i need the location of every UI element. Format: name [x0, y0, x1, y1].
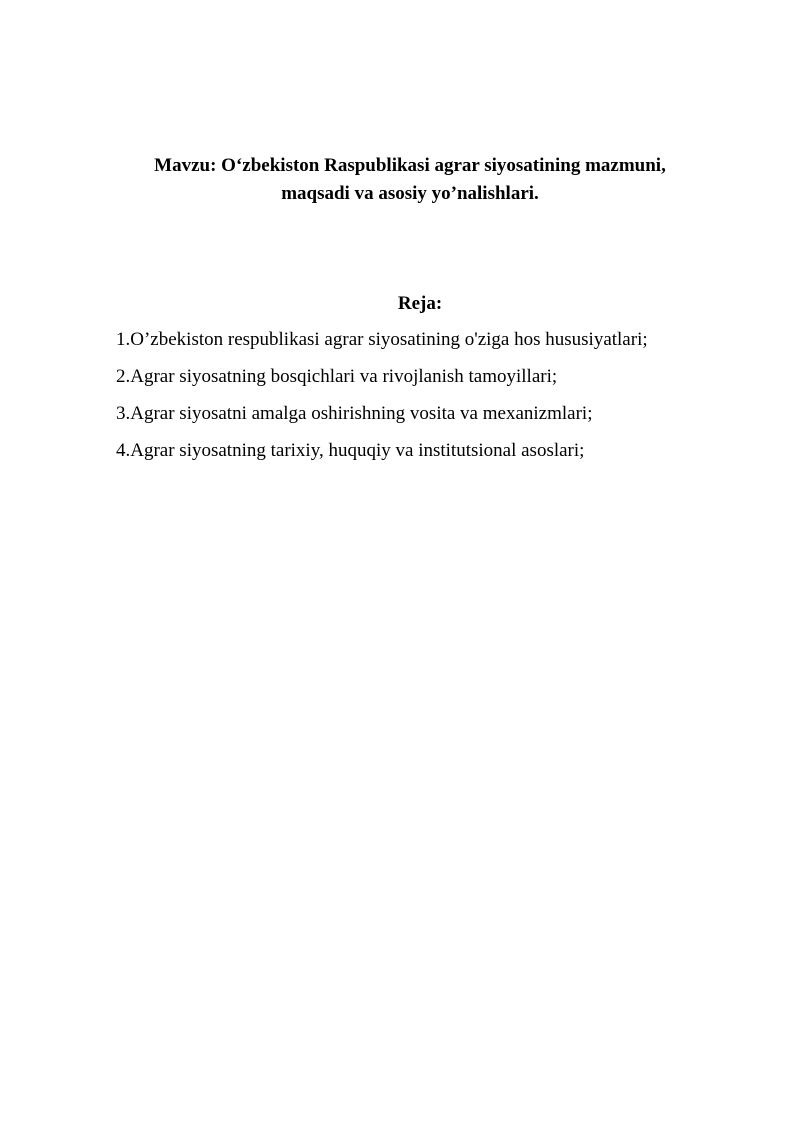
plan-heading: Reja:	[397, 293, 443, 314]
plan-list	[116, 326, 648, 474]
plan-item-3: 3.Agrar siyosatni amalga oshirishning vosita va mexanizmlari;	[116, 403, 593, 424]
title-line-2: maqsadi va asosiy yo’nalishlari.	[281, 183, 539, 204]
plan-item-4: 4.Agrar siyosatning tarixiy, huquqiy va institutsional asoslari;	[116, 440, 585, 461]
title-line-1: Mavzu: O‘zbekiston Raspublikasi agrar siyosatining mazmuni,	[154, 155, 666, 176]
plan-item-1: 1.O’zbekiston respublikasi agrar siyosatining o'ziga hos hususiyatlari;	[116, 329, 648, 350]
document-title	[100, 152, 720, 208]
plan-item-2: 2.Agrar siyosatning bosqichlari va rivojlanish tamoyillari;	[116, 366, 558, 387]
